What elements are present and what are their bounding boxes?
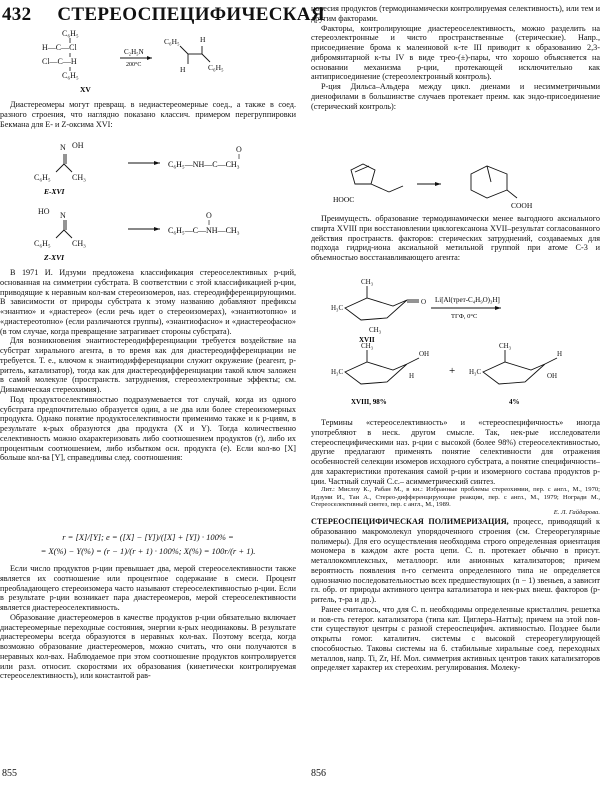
plus-sign: + — [449, 365, 456, 377]
oxime-z-product: C₆H₅—C—NH—CH₃ — [168, 226, 240, 235]
scheme-diels-alder — [311, 156, 600, 212]
svg-text:O: O — [421, 298, 427, 306]
equation-line-2: = X(%) − Y(%) = (r − 1)/(r + 1) · 100%; X(%) = 100r/(r + 1). — [40, 546, 256, 556]
reagent-sub-text: ТГФ, 0°C — [451, 313, 478, 320]
svg-text:OH: OH — [547, 372, 558, 380]
da-cooh-label: COOH — [511, 201, 533, 210]
right-paragraph-1: новесия продуктов (термодинамически контролируемая селективность), или тем и другим факторами. — [311, 4, 600, 23]
left-paragraph-5: Если число продуктов р-ции превышает два, мерой стереоселективности также является их соотношение или процентное содержание в смеси. Процент преобладающего стереоизомера часто называют стереоселективностью р-ции. Если в результате р-ции возникает пара диастереомеров, мерой стереоселективности является диастереоселективность. — [0, 564, 296, 612]
svg-text:O: O — [206, 211, 212, 220]
oxime-e-label: E-XVI — [44, 187, 65, 196]
svg-text:CH₃: CH₃ — [72, 239, 86, 248]
svg-text:C₆H₅: C₆H₅ — [164, 37, 180, 46]
svg-text:‖: ‖ — [208, 219, 210, 227]
oxime-e-product: C₆H₅—NH—C—CH₃ — [168, 160, 240, 169]
svg-text:H: H — [557, 350, 563, 358]
svg-text:CH₃: CH₃ — [369, 326, 382, 334]
svg-text:O: O — [236, 145, 242, 154]
page-title: СТЕРЕОСПЕЦИФИЧЕСКАЯ — [57, 4, 325, 25]
author-signature: Е. Л. Гайдарова. — [553, 509, 600, 517]
scheme-oxime-z — [20, 206, 280, 264]
svg-text:H₃C: H₃C — [331, 368, 344, 376]
literature-references: Лит.: Мислоу К., Рабан М., в кн.: Избранные проблемы стереохимии, пер. с англ., М., 1970; Идзуми И., Таи А., Стерео-дифференцирующие реакции, пер. с англ., М., 1979; Ногради М., Стереоселективный синтез, пер. с англ., М., 1989. — [311, 486, 600, 509]
right-paragraph-2: Факторы, контролирующие диастереоселективность, можно разделить на стереоэлектронные и чисто пространственные (стерические). Напр., присоединение брома к малеиновой к-те III приводит к образованию 2,3-дибромянтарной к-ты IV в виде трео-(±)-пары, что хорошо объясняется на основании механизма р-ции, протекающей исключительно как антиприсоединение (стереоэлектронный контроль). — [311, 23, 600, 82]
term-title: СТЕРЕОСПЕЦИФИЧЕСКАЯ ПОЛИМЕРИЗАЦИЯ, — [311, 517, 509, 527]
scheme-xv-label: XV — [80, 85, 91, 94]
left-paragraph-1: Диастереомеры могут превращ. в недиастереомерные соед., а также в соед. разного строения, что наглядно показано классич. примером перегруппировки Бекмана для E- и Z-оксима XVI: — [0, 100, 296, 129]
left-paragraph-3: Для возникновения энантиостереодифференциации требуется воздействие на субстрат хирального агента, в то время как для диастереодифференциации не требуется. Т. е., ключом к энантиодифференциации служит окружение (реагент, р-ритель, катализатор), тогда как для диастереодифференциации такой ключ заложен в самой молекуле (пространств. затруднения, стереоэлектронные эффекты; см. Динамическая стереохимия). — [0, 336, 296, 394]
scheme-reduction — [311, 278, 600, 414]
svg-text:‖: ‖ — [238, 153, 240, 161]
svg-text:H: H — [409, 372, 415, 380]
svg-text:CH₃: CH₃ — [361, 342, 374, 350]
svg-text:C₆H₅: C₆H₅ — [62, 29, 79, 38]
da-hooc-label: HOOC — [333, 195, 355, 204]
svg-text:HO: HO — [38, 207, 50, 216]
label-xviii: XVIII, 98% — [351, 398, 387, 406]
left-paragraph-4: Под продуктоселективностью подразумевается тот случай, когда из одного субстрата предпочтительно образуется один, а не два или более стереоизомерных продукта. Однако понятие продуктоселективности применимо также и к р-циям, в результате к-рых образуются два продукта (X и Y). Тогда количественно селективность можно охарактеризовать либо соотношением продуктов (r), либо их процентным соотношением, либо избытком осн. продукта (e). Если кол-во [X] больше кол-ва [Y], справедливы след. соотношения: — [0, 394, 296, 463]
scheme-oxime-e — [20, 140, 280, 198]
svg-text:C₆H₅: C₆H₅ — [208, 63, 224, 72]
equation-line-1: r = [X]/[Y]; e = ([X] − [Y])/([X] + [Y]) · 100% = — [62, 532, 234, 542]
svg-text:H: H — [180, 65, 186, 74]
right-paragraph-6: Ранее считалось, что для С. п. необходимы определенные кристаллич. решетка и пов-сть гетерог. катализатора (типа кат. Циглера–Натты); причем на этой пов-сти существуют центры с разной стереоспецифич. активностью. Позднее были открыты гомог. каталитич. системы с высокой стереорегулирующей способностью. Таковы системы на б. стабильные хиральные соед. переходных металлов, напр. Ti, Zr, Hf. Мол. симметрия активных центров таких катализаторов определяет характер их стереохим. регулирования. Молеку- — [311, 604, 600, 673]
svg-text:CH₃: CH₃ — [361, 278, 374, 286]
svg-text:CH₃: CH₃ — [499, 342, 512, 350]
page-header — [2, 4, 325, 26]
reagent-text: Li[Al(трет-C₄H₉O)₃H] — [435, 296, 500, 304]
svg-text:H—C—Cl: H—C—Cl — [42, 43, 77, 52]
svg-text:C₆H₅: C₆H₅ — [34, 239, 51, 248]
svg-text:H₃C: H₃C — [469, 368, 482, 376]
svg-text:N: N — [60, 143, 66, 152]
page-number-header: 432 — [2, 4, 32, 25]
page-number-right: 856 — [311, 768, 326, 779]
right-paragraph-5: Термины «стереоселективность» и «стереоспецифичность» иногда употребляют в неск. другом смысле. Так, нек-рые исследователи стереоспецифическими наз. р-ции с высокой (более 98%) стереоселективностью, другие предлагают применять понятие селективности для отражения особенностей селекции изомеров исходного субстрата, а понятие специфичности–для характеристики протекания самой р-ции и изомерного состава продуктов р-ции. Частный случай С.с.– асимметрический синтез. — [311, 418, 600, 486]
svg-text:H₃C: H₃C — [331, 304, 344, 312]
svg-text:OH: OH — [72, 141, 84, 150]
svg-text:H: H — [200, 35, 206, 44]
term-body: процесс, приводящий к образованию макромолекул упорядоченного строения (см. Стереорегулярные полимеры). Для его осуществления необходима строго определенная ориентация мономера в каждом акте роста цепи. С. п. протекает обычно в присут. металлокомплексных, металлоорг. или анионных катализаторов; причем вероятность появления n-го сегмента определенного типа не определяется однозначно последовательностью всех предшествующих (n − 1) звеньев, а зависит гл. обр. от природы активного центра катализатора и нек-рых внеш. факторов (р-ритель, т-ра и др.). — [311, 517, 600, 605]
scheme-xv-temp: 200°C — [126, 62, 142, 68]
svg-text:C₆H₅: C₆H₅ — [34, 173, 51, 182]
svg-text:C₆H₅: C₆H₅ — [62, 71, 79, 80]
label-xvii: XVII — [359, 336, 375, 344]
right-paragraph-4: Преимущесть. образование термодинамически менее выгодного аксиального спирта XVIII при восстановлении циклогексанона XVII–результат согласованного действия пространств. факторов: стерических затруднений, создаваемых для подхода гидрид-иона аксиальной метильной группой при атоме С-3 и объемностью восстанавливающего агента: — [311, 214, 600, 262]
svg-text:N: N — [60, 211, 66, 220]
left-paragraph-6: Образование диастереомеров в качестве продуктов р-ции обязательно включает диастереомерные переходные состояния, энергии к-рых неодинаковы. В результате диастереомеры всегда образуются в неравных кол-вах. Поэтому всегда, когда возможно образование диастереомеров, можно считать, что они получаются в неравных кол-вах. Наблюдаемое при этом соотношение продуктов контролируется или разл. относит. скоростями их образования (кинетически контролируемая стереоселективность), или константой рав- — [0, 612, 296, 681]
label-4-percent: 4% — [509, 398, 520, 406]
page-number-left: 855 — [2, 768, 17, 779]
svg-text:CH₃: CH₃ — [72, 173, 86, 182]
svg-text:Cl—C—H: Cl—C—H — [42, 57, 77, 66]
scheme-xv-reagent: C₂H₅N — [124, 48, 144, 56]
svg-text:OH: OH — [419, 350, 430, 358]
oxime-z-label: Z-XVI — [44, 253, 65, 262]
left-paragraph-2: В 1971 И. Идзуми предложена классификация стереоселективных р-ций, основанная на симметрии субстрата. В соответствии с этой классификацией р-ции, приводящие к неравным кол-вам стереоизомеров, наз. стереодифференцирующими. В зависимости от природы субстрата к этому названию добавляют префиксы «энантио» и «диастерео» (если речь идет о стереоизомерах), «энантиотопно» и «диастереотопно» (если различаются группы), «энантиофасно» и «диастереофасно» (в том случае, когда превращение затрагивает стороны субстрата). — [0, 268, 296, 336]
right-paragraph-3: Р-ция Дильса–Альдера между цикл. диенами и несимметричными диенофилами в большинстве случаев протекает преим. как эндо-присоединение (стерический контроль): — [311, 82, 600, 111]
equation-block — [0, 530, 296, 558]
scheme-xv — [40, 28, 260, 96]
